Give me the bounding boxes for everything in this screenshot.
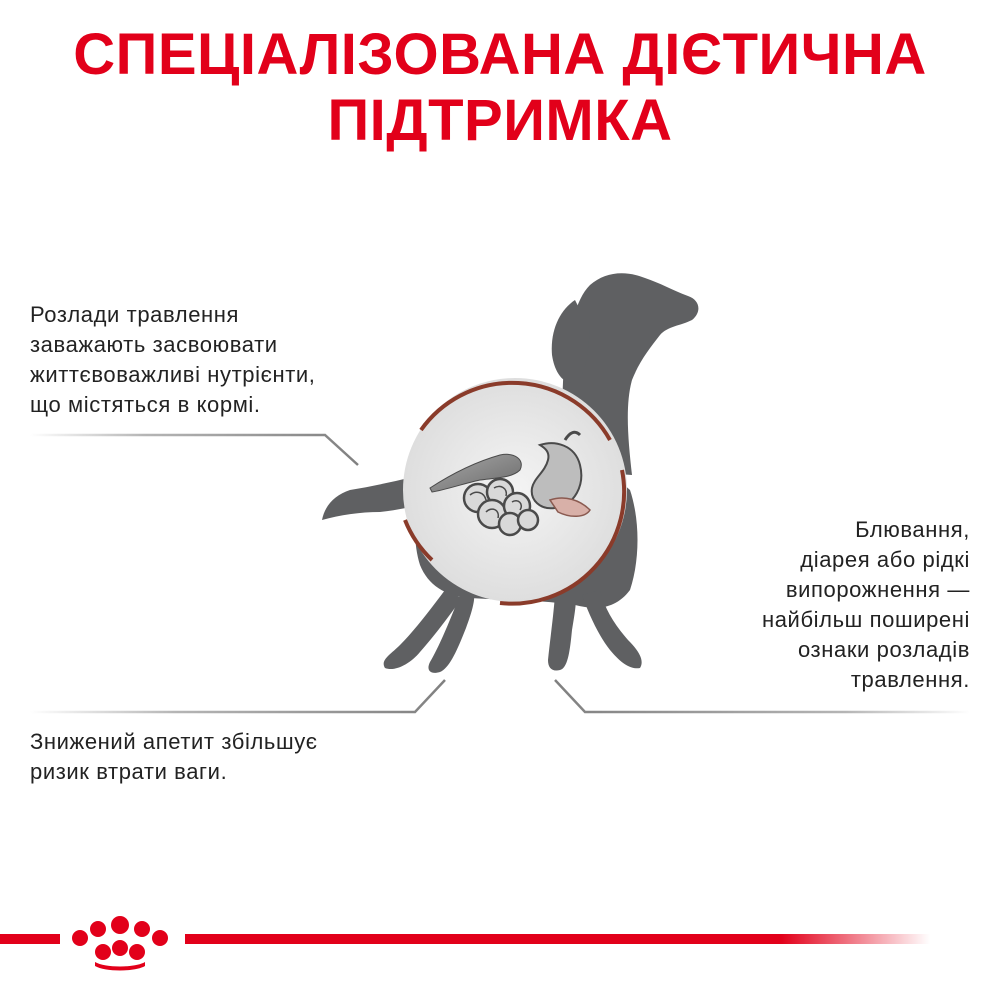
callout-line: випорожнення — bbox=[785, 577, 970, 602]
callout-line: життєвоважливі нутрієнти, bbox=[30, 362, 316, 387]
callout-line: діарея або рідкі bbox=[800, 547, 970, 572]
royal-canin-crown-logo bbox=[72, 916, 168, 971]
callout-line: травлення. bbox=[850, 667, 970, 692]
callout-line: Знижений апетит збільшує bbox=[30, 729, 318, 754]
callout-reduced-appetite bbox=[30, 727, 410, 787]
title-line-1: СПЕЦІАЛІЗОВАНА ДІЄТИЧНА bbox=[73, 22, 927, 87]
callout-line: Блювання, bbox=[855, 517, 970, 542]
title-line-2: ПІДТРИМКА bbox=[327, 88, 673, 153]
callout-symptoms bbox=[670, 515, 970, 695]
callout-line: заважають засвоювати bbox=[30, 332, 278, 357]
callout-line: Розлади травлення bbox=[30, 302, 240, 327]
callout-line: найбільш поширені bbox=[761, 607, 970, 632]
callout-line: ознаки розладів bbox=[797, 637, 970, 662]
callout-line-top-left bbox=[30, 435, 358, 465]
callout-line: ризик втрати ваги. bbox=[30, 759, 228, 784]
callout-line: що містяться в кормі. bbox=[30, 392, 261, 417]
callout-digestive-disorders bbox=[30, 300, 390, 420]
callout-line-bottom-left bbox=[30, 680, 445, 712]
